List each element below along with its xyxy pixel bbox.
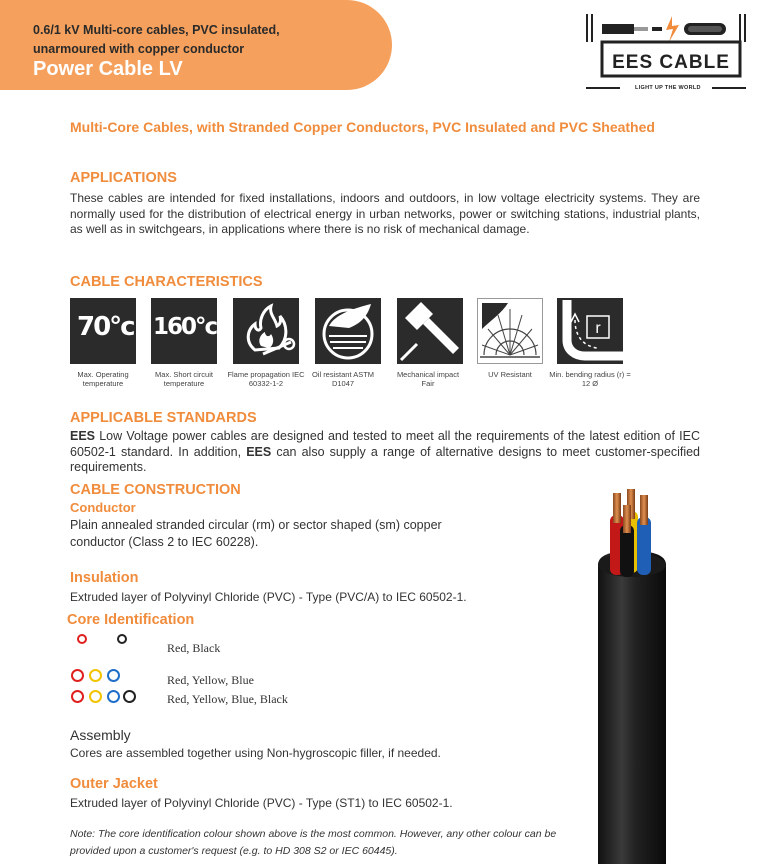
caption-flame-propagation: Flame propagation IEC 60332-1-2 bbox=[227, 370, 305, 388]
standards-text-part1: Low Voltage power cables are designed and tested to meet all the requirements of the latest edition of IEC 60502-1 standard. In addition, bbox=[70, 429, 700, 459]
outer-jacket-heading: Outer Jacket bbox=[70, 776, 158, 792]
conductor-heading: Conductor bbox=[70, 500, 136, 515]
oil-drop-icon bbox=[315, 298, 381, 364]
core-dot-black bbox=[117, 634, 127, 644]
temperature-160-value: 160°c bbox=[153, 314, 217, 340]
flame-icon bbox=[233, 298, 299, 364]
logo-tagline: LIGHT UP THE WORLD bbox=[635, 85, 701, 91]
logo-text: EES CABLE bbox=[612, 52, 730, 73]
core-identification-heading: Core Identification bbox=[67, 612, 195, 628]
core-dot-red bbox=[71, 669, 84, 682]
caption-uv-resistant: UV Resistant bbox=[488, 370, 532, 379]
brand-ees: EES bbox=[70, 429, 96, 443]
caption-operating-temperature: Max. Operating temperature bbox=[77, 370, 129, 388]
temperature-70-value: 70°c bbox=[77, 312, 134, 342]
applications-heading: APPLICATIONS bbox=[70, 170, 177, 186]
caption-mechanical-impact: Mechanical impact Fair bbox=[396, 370, 460, 388]
assembly-heading: Assembly bbox=[70, 727, 131, 743]
main-heading: Multi-Core Cables, with Stranded Copper Conductors, PVC Insulated and PVC Sheathed bbox=[70, 119, 655, 135]
core-row-1-label: Red, Black bbox=[167, 641, 221, 655]
temperature-70-icon bbox=[70, 298, 136, 364]
conductor-text: Plain annealed stranded circular (rm) or sector shaped (sm) copper conductor (Class 2 to IEC 60228). bbox=[70, 518, 442, 549]
header-subtitle-line1: 0.6/1 kV Multi-core cables, PVC insulated, bbox=[33, 23, 280, 37]
core-dot-yellow bbox=[89, 669, 102, 682]
core-colour-note: Note: The core identification colour shown above is the most common. However, any other colour can be provided upon a customer's request (e.g. to HD 308 S2 or IEC 60445). bbox=[70, 828, 557, 857]
core-dot-red bbox=[71, 690, 84, 703]
standards-heading: APPLICABLE STANDARDS bbox=[70, 410, 257, 426]
core-row-2-label: Red, Yellow, Blue bbox=[167, 673, 254, 687]
sun-uv-icon bbox=[477, 298, 543, 364]
bending-radius-icon bbox=[557, 298, 623, 364]
brand-ees-2: EES bbox=[246, 444, 272, 459]
core-dot-black bbox=[123, 690, 136, 703]
insulation-heading: Insulation bbox=[70, 570, 139, 586]
hammer-icon bbox=[397, 298, 463, 364]
construction-heading: CABLE CONSTRUCTION bbox=[70, 482, 241, 498]
caption-oil-resistant: Oil resistant ASTM D1047 bbox=[311, 370, 375, 388]
insulation-text: Extruded layer of Polyvinyl Chloride (PVC) - Type (PVC/A) to IEC 60502-1. bbox=[70, 590, 467, 604]
header-title: Power Cable LV bbox=[33, 58, 183, 80]
bending-radius-symbol: r bbox=[595, 320, 601, 337]
core-dot-blue bbox=[107, 690, 120, 703]
assembly-text: Cores are assembled together using Non-hygroscopic filler, if needed. bbox=[70, 746, 441, 760]
core-row-3-label: Red, Yellow, Blue, Black bbox=[167, 692, 288, 706]
core-dot-blue bbox=[107, 669, 120, 682]
header-subtitle-line2: unarmoured with copper conductor bbox=[33, 42, 245, 56]
outer-jacket-text: Extruded layer of Polyvinyl Chloride (PVC) - Type (ST1) to IEC 60502-1. bbox=[70, 796, 453, 810]
caption-short-circuit-temperature: Max. Short circuit temperature bbox=[155, 370, 213, 388]
standards-text-part2: can also supply a range of alternative designs to meet customer-specified requirements. bbox=[70, 444, 701, 475]
cable-image bbox=[580, 485, 700, 864]
temperature-160-icon bbox=[151, 298, 217, 364]
core-dot-red bbox=[77, 634, 87, 644]
caption-bending-radius: Min. bending radius (r) = 12 Ø bbox=[549, 370, 631, 388]
applications-text: These cables are intended for fixed installations, indoors and outdoors, in low voltage electricity systems. They are normally used for the distribution of electrical energy in urban networks, power or switching stations, industrial plants, as well as in switchgears, in applications where there is no risk of mechanical damage. bbox=[70, 191, 700, 237]
characteristics-heading: CABLE CHARACTERISTICS bbox=[70, 274, 263, 290]
standards-text bbox=[70, 429, 700, 476]
core-dot-yellow bbox=[89, 690, 102, 703]
